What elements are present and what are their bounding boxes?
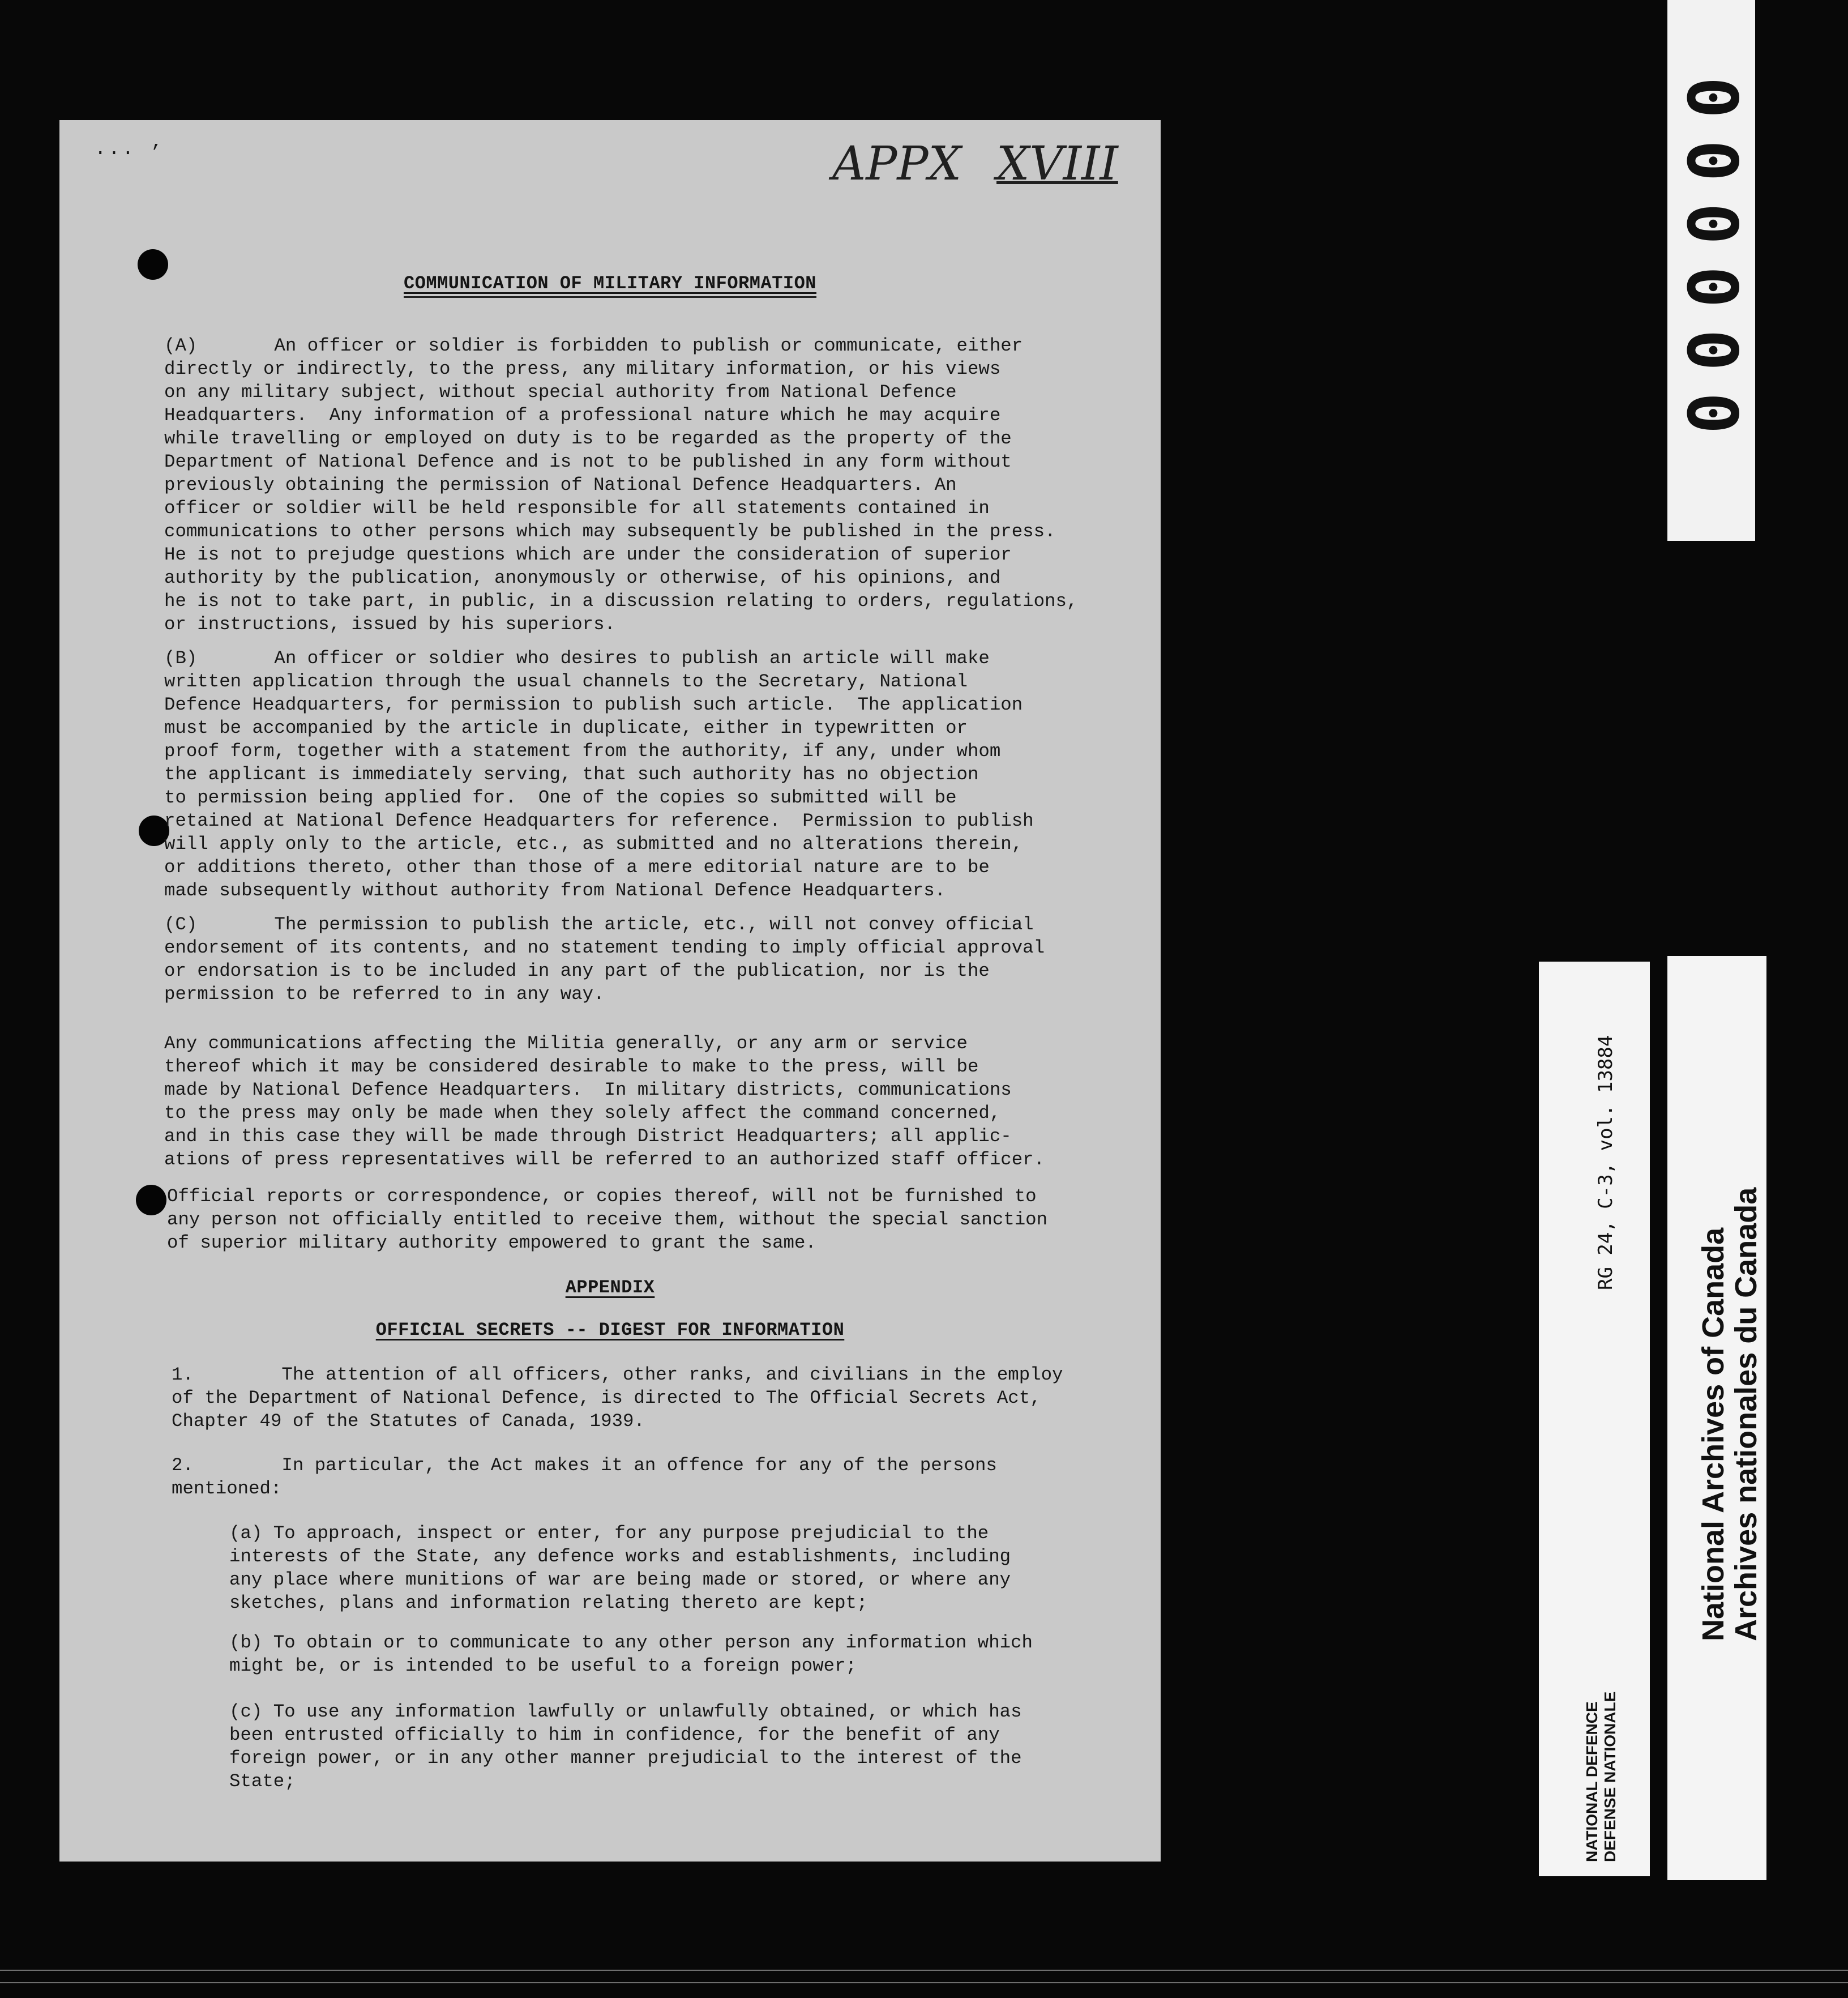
item-2c: (c) To use any information lawfully or unlawfully obtained, or which has been entrusted officially to him in confidence, for the benefit of any foreign power, or in any other manner prejudicial to the interest of the State; (229, 1701, 1022, 1792)
film-edge-line (0, 1982, 1848, 1983)
handwritten-appx: APPX (832, 137, 961, 191)
frame-number-label (1667, 0, 1755, 541)
item-2b: (b) To obtain or to communicate to any other person any information which might be, or is intended to be useful to a foreign power; (229, 1632, 1033, 1676)
section-b: (B) An officer or soldier who desires to publish an article will make written application through the usual channels to the Secretary, National Defence Headquarters, for permission to publish such article. The application must be accompanied by the article in duplicate, either in typewritten or proof form, together with a statement from the authority, if any, under whom the applicant is immediately serving, that such authority has no objection to permission being applied for. One of the copies so submitted will be retained at National Defence Headquarters for reference. Permission to publish will apply only to the article, etc., as submitted and no alterations therein, or additions thereto, other than those of a mere editorial nature are to be made subsequently without authority from National Defence Headquarters. (164, 648, 1034, 901)
handwritten-xviii: XVIII (996, 137, 1118, 191)
frame-number: 000000 (1671, 76, 1752, 456)
national-archives-label: National Archives of Canada Archives nationales du Canada (1696, 1187, 1763, 1641)
corner-mark: ·∙∙ ’ (95, 143, 164, 164)
appendix-subheading-text: OFFICIAL SECRETS -- DIGEST FOR INFORMATION (375, 1320, 845, 1340)
item-2a: (a) To approach, inspect or enter, for any purpose prejudicial to the interests of the State, any defence works and establishments, including any place where munitions of war are being made or stored, or where any sketches, plans and information relating thereto are kept; (229, 1523, 1011, 1613)
item-2: 2. In particular, the Act makes it an offence for any of the persons mentioned: (172, 1455, 997, 1499)
appendix-subheading (59, 1320, 1161, 1340)
film-edge-line (0, 1970, 1848, 1971)
paragraph-militia: Any communications affecting the Militia generally, or any arm or service thereof which it may be considered desirable to make to the press, will be made by National Defence Headquarters. In military districts, communications to the press may only be made when they solely affect the command concerned, and in this case they will be made through District Headquarters; all applic- ations of press representatives will be referred to an authorized staff officer. (164, 1033, 1045, 1170)
paragraph-official-reports: Official reports or correspondence, or copies thereof, will not be furnished to any person not officially entitled to receive them, without the special sanction of superior military authority empowered to grant the same. (167, 1186, 1048, 1253)
archive-reference: RG 24, C-3, vol. 13884 (1594, 1035, 1617, 1290)
item-1: 1. The attention of all officers, other ranks, and civilians in the employ of the Department of National Defence, is directed to The Official Secrets Act, Chapter 49 of the Statutes of Canada, 1939. (172, 1364, 1063, 1432)
national-defence-label: NATIONAL DEFENCE DEFENSE NATIONALE (1583, 1691, 1619, 1862)
archives-label (1667, 956, 1766, 1880)
section-c: (C) The permission to publish the article, etc., will not convey official endorsement of its contents, and no statement tending to imply official approval or endorsation is to be included in any part of the publication, nor is the permission to be referred to in any way. (164, 914, 1045, 1005)
section-a: (A) An officer or soldier is forbidden to publish or communicate, either directly or indirectly, to the press, any military information, or his views on any military subject, without special authority from National Defence Headquarters. Any information of a professional nature which he may acquire while travelling or employed on duty is to be regarded as the property of the Department of National Defence and is not to be published in any form without previously obtaining the permission of National Defence Headquarters. An officer or soldier will be held responsible for all statements contained in communications to other persons which may subsequently be published in the press. He is not to prejudge questions which are under the consideration of superior authority by the publication, anonymously or otherwise, of his opinions, and he is not to take part, in public, in a discussion relating to orders, regulations, or instructions, issued by his superiors. (164, 335, 1078, 635)
document-page (59, 120, 1161, 1862)
appendix-heading (59, 1277, 1161, 1298)
document-title-text: COMMUNICATION OF MILITARY INFORMATION (404, 273, 816, 298)
reference-label (1539, 962, 1650, 1876)
document-title (59, 273, 1161, 294)
appendix-heading-text: APPENDIX (565, 1277, 655, 1298)
